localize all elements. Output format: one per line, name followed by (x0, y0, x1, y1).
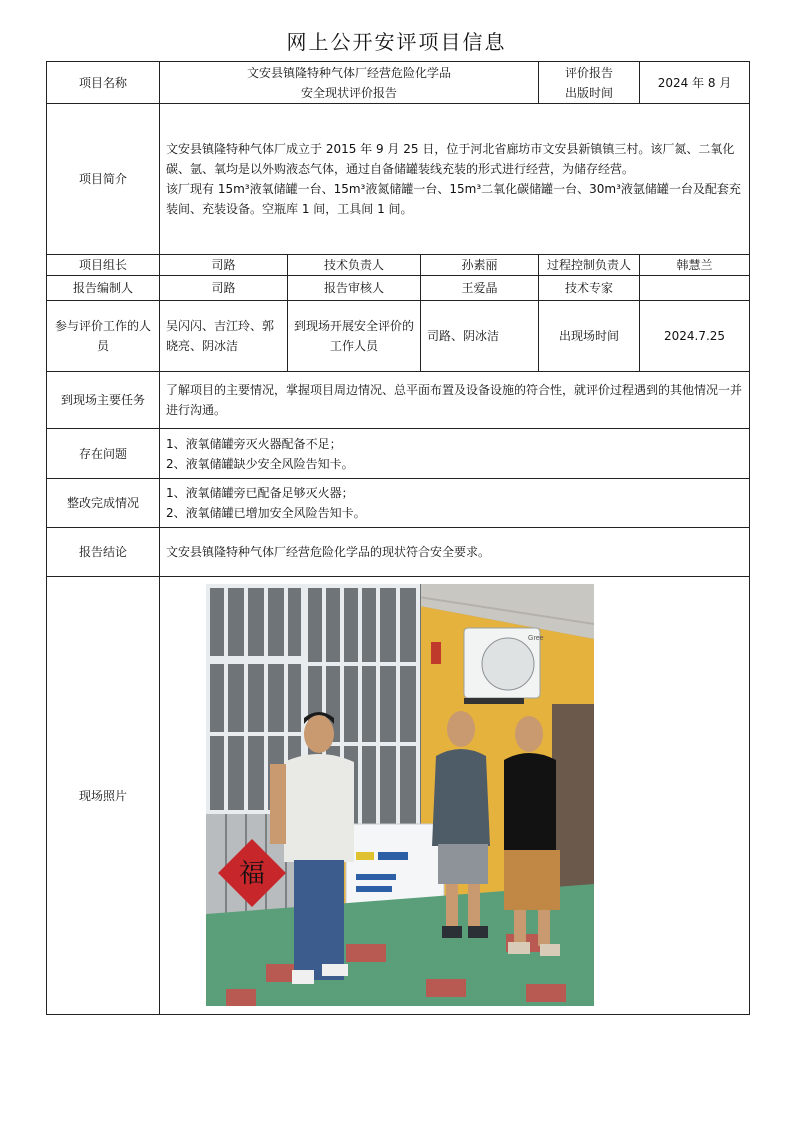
project-leader-value: 司路 (160, 255, 288, 276)
site-photo (206, 584, 594, 1006)
site-photo-cell (160, 577, 750, 1015)
red-tag (431, 642, 441, 664)
site-time-value: 2024.7.25 (640, 301, 750, 372)
conclusion-text: 文安县镇隆特种气体厂经营危险化学品的现状符合安全要求。 (160, 528, 750, 577)
ac-brand: Gree (528, 634, 544, 642)
project-info-table (46, 61, 750, 1015)
publish-time-label (539, 62, 640, 104)
row-participants (47, 301, 750, 372)
project-leader-label: 项目组长 (47, 255, 160, 276)
ac-bracket (464, 698, 524, 704)
report-reviewer-label: 报告审核人 (288, 276, 421, 301)
conclusion-label: 报告结论 (47, 528, 160, 577)
row-project-intro (47, 104, 750, 255)
row-project-name (47, 62, 750, 104)
tech-expert-label: 技术专家 (539, 276, 640, 301)
process-control-label: 过程控制负责人 (539, 255, 640, 276)
publish-time-value: 2024 年 8 月 (640, 62, 750, 104)
participants-value: 吴闪闪、吉江玲、郭晓亮、阴冰洁 (160, 301, 288, 372)
site-task-label: 到现场主要任务 (47, 372, 160, 429)
project-name-line1: 文安县镇隆特种气体厂经营危险化学品 (247, 65, 452, 80)
row-report-author (47, 276, 750, 301)
report-author-label: 报告编制人 (47, 276, 160, 301)
site-staff-value: 司路、阴冰洁 (421, 301, 539, 372)
site-time-label: 出现场时间 (539, 301, 640, 372)
tech-expert-value (640, 276, 750, 301)
ac-fan-icon (482, 638, 534, 690)
rectification-text: 1、液氧储罐旁已配备足够灭火器； 2、液氧储罐已增加安全风险告知卡。 (160, 479, 750, 528)
tech-lead-value: 孙素丽 (421, 255, 539, 276)
site-photo-label: 现场照片 (47, 577, 160, 1015)
project-name-line2: 安全现状评价报告 (301, 85, 398, 100)
project-name-label: 项目名称 (47, 62, 160, 104)
issues-text: 1、液氧储罐旁灭火器配备不足； 2、液氧储罐缺少安全风险告知卡。 (160, 429, 750, 479)
project-intro-text: 文安县镇隆特种气体厂成立于 2015 年 9 月 25 日，位于河北省廊坊市文安县新镇镇三村。该厂氮、二氧化碳、氩、氧均是以外购液态气体，通过自备储罐装线充装的形式进行经营，为储存经营。 该厂现有 15m³液氧储罐一台、15m³液氮储罐一台、15m³二氧化碳储罐一台、30m³液氩储罐一台及配套充装间、充装设备。空瓶库 1 间，工具间 1 间。 (160, 104, 750, 255)
site-staff-label: 到现场开展安全评价的工作人员 (288, 301, 421, 372)
publish-time-label-line2: 出版时间 (565, 85, 614, 100)
row-conclusion (47, 528, 750, 577)
page-title: 网上公开安评项目信息 (286, 30, 507, 54)
project-name-value (160, 62, 539, 104)
report-author-value: 司路 (160, 276, 288, 301)
issues-label: 存在问题 (47, 429, 160, 479)
row-project-leader (47, 255, 750, 276)
row-site-photo (47, 577, 750, 1015)
publish-time-label-line1: 评价报告 (565, 65, 614, 80)
row-site-task (47, 372, 750, 429)
fu-character: 福 (238, 858, 266, 889)
tech-lead-label: 技术负责人 (288, 255, 421, 276)
row-issues (47, 429, 750, 479)
process-control-value: 韩慧兰 (640, 255, 750, 276)
report-reviewer-value: 王爱晶 (421, 276, 539, 301)
rectification-label: 整改完成情况 (47, 479, 160, 528)
project-intro-label: 项目简介 (47, 104, 160, 255)
site-task-text: 了解项目的主要情况，掌握项目周边情况、总平面布置及设备设施的符合性，就评价过程遇到的其他情况一并进行沟通。 (160, 372, 750, 429)
participants-label: 参与评价工作的人员 (47, 301, 160, 372)
row-rectification (47, 479, 750, 528)
